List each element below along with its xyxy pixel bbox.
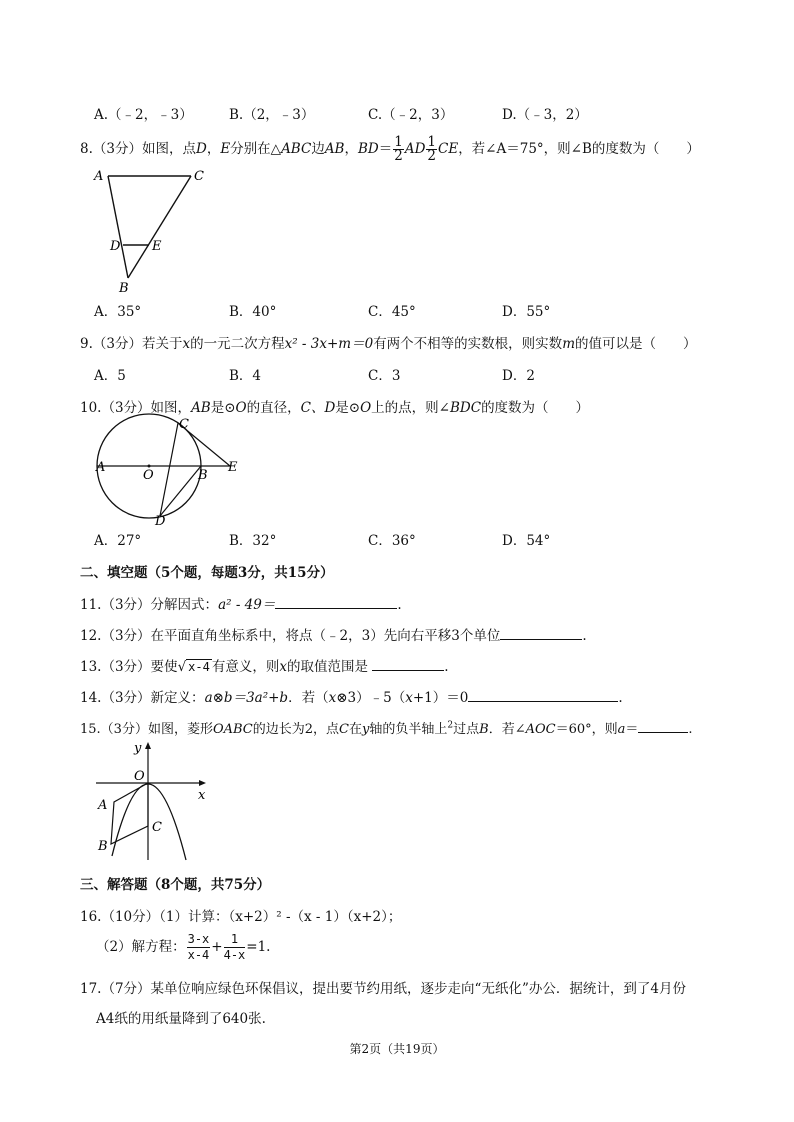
q15-text-a: 15.（3分）如图，菱形 xyxy=(80,722,213,737)
q8-rest: ，若∠A＝75°，则∠B的度数为（ ） xyxy=(458,141,700,157)
q10-circle-figure xyxy=(88,412,258,527)
q10-text-a: 10.（3分）如图， xyxy=(80,400,192,416)
q15-var-oabc: OABC xyxy=(212,722,253,737)
q10-text-d: 是⊙ xyxy=(335,400,361,416)
q15-period: . xyxy=(688,722,693,737)
q10-var-o2: O xyxy=(360,400,372,416)
q9-text-d: 的值可以是（ ） xyxy=(575,336,697,352)
q10-text-c: 的直径， xyxy=(246,400,301,416)
q8-option-b: B．40° xyxy=(229,304,277,320)
page-footer: 第2页（共19页） xyxy=(349,1042,445,1056)
q9-option-a: A．5 xyxy=(94,368,126,384)
q8-stem xyxy=(80,136,700,163)
q15-label-y: y xyxy=(134,741,142,756)
q15-x-arrow xyxy=(199,780,206,786)
q14-period: . xyxy=(618,690,623,706)
q15-superscript: 2 xyxy=(447,720,454,731)
q10-option-d: D．54° xyxy=(502,533,551,549)
q9-var-x: x xyxy=(182,336,191,352)
q14-var-x: x xyxy=(328,690,337,706)
q8-prefix: 8.（3分）如图，点 xyxy=(80,141,196,157)
q7-option-b: B.（2，﹣3） xyxy=(229,107,315,123)
q7-option-a: A.（﹣2，﹣3） xyxy=(94,107,193,123)
q16-part2-label: （2）解方程： xyxy=(96,939,186,955)
section-solve-heading: 三、解答题（8个题，共75分） xyxy=(80,877,271,893)
q14-text-d: +1）＝0 xyxy=(412,690,469,706)
q8-option-c: C．45° xyxy=(368,304,416,320)
q9-option-c: C．3 xyxy=(368,368,401,384)
q11-text: 11.（3分）分解因式： xyxy=(80,597,219,613)
q15-text-b: 的边长为2，点 xyxy=(252,722,340,737)
q9-option-b: B．4 xyxy=(229,368,262,384)
q16-fraction-2: $\frac{1}{4-x}$ xyxy=(223,932,246,962)
q11-answer-blank[interactable] xyxy=(275,596,397,609)
q15-text-d: 轴的负半轴上 xyxy=(369,722,448,737)
q14-text-a: 14.（3分）新定义： xyxy=(80,690,205,706)
q13-var-x: x xyxy=(279,659,287,675)
q13-text-b: 有意义，则 xyxy=(211,659,280,675)
q16-part2 xyxy=(96,932,270,963)
q9-text-a: 9.（3分）若关于 xyxy=(80,336,183,352)
q15-label-b: B xyxy=(98,839,108,854)
q8-mid: 分别在△ xyxy=(230,141,282,157)
q15-y-arrow xyxy=(145,742,151,749)
q10-var-ab: AB xyxy=(191,400,211,416)
q15-rhombus xyxy=(111,783,148,844)
q13-text-a: 13.（3分）要使 xyxy=(80,659,178,675)
q7-option-c: C.（﹣2，3） xyxy=(368,107,454,123)
q8-var-ad: AD xyxy=(404,141,426,157)
q8-side-ab xyxy=(108,176,128,278)
q10-label-a: A xyxy=(96,460,106,475)
q10-option-c: C．36° xyxy=(368,533,416,549)
q14-var-x2: x xyxy=(405,690,413,706)
q8-label-e: E xyxy=(152,239,162,254)
q9-text-c: 有两个不相等的实数根，则实数 xyxy=(373,336,563,352)
q15-var-aoc: AOC xyxy=(525,722,556,737)
q8-label-c: C xyxy=(194,169,204,184)
q7-option-d: D.（﹣3，2） xyxy=(502,107,588,123)
q8-var-d: D xyxy=(195,141,207,157)
q10-label-d: D xyxy=(155,514,166,527)
q13-text-c: 的取值范围是 xyxy=(286,659,368,675)
q15-label-a: A xyxy=(98,798,108,813)
q8-comma: ， xyxy=(206,141,221,157)
q10-var-o: O xyxy=(235,400,247,416)
q10-text-b: 是⊙ xyxy=(210,400,236,416)
q8-comma2: ， xyxy=(344,141,358,157)
q12-answer-blank[interactable] xyxy=(500,627,582,640)
q8-var-ab: AB xyxy=(324,141,345,157)
q12-stem xyxy=(80,624,587,644)
q10-label-e: E xyxy=(228,460,238,475)
q17-line2: A4纸的用纸量降到了640张. xyxy=(96,1011,266,1027)
q8-edge: 边 xyxy=(311,141,325,157)
section-fill-in-heading: 二、填空题（5个题，每题3分，共15分） xyxy=(80,565,334,581)
q10-var-cd: C、D xyxy=(300,400,336,416)
q8-side-bc xyxy=(128,176,191,278)
q13-answer-blank[interactable] xyxy=(372,658,444,671)
q15-parabola xyxy=(112,784,186,860)
q15-stem xyxy=(80,718,693,737)
q16-fraction-1: $\frac{3-x}{x-4}$ xyxy=(187,932,210,962)
q9-var-m: m xyxy=(562,336,575,352)
q8-eq: ＝ xyxy=(378,141,393,157)
q8-var-e: E xyxy=(220,141,231,157)
q15-label-o: O xyxy=(134,769,145,784)
q15-label-x: x xyxy=(198,788,206,803)
q13-period: . xyxy=(444,659,449,675)
q15-text-e: 过点 xyxy=(453,722,480,737)
q11-period: . xyxy=(397,597,402,613)
q11-stem xyxy=(80,593,402,613)
q15-var-b: B xyxy=(479,722,489,737)
q15-label-c: C xyxy=(152,820,162,835)
q9-option-d: D．2 xyxy=(502,368,535,384)
q14-stem xyxy=(80,686,623,706)
q15-var-a: a xyxy=(617,722,626,737)
q8-triangle-figure xyxy=(88,166,208,296)
q12-period: . xyxy=(582,628,587,644)
q8-var-abc: ABC xyxy=(281,141,312,157)
q10-chord-cd xyxy=(160,423,178,516)
q16-part1: 16.（10分）（1）计算：（x+2）² -（x - 1）（x+2）； xyxy=(80,909,402,925)
q15-text-h: ＝ xyxy=(625,722,639,737)
q8-var-ce: CE xyxy=(438,141,459,157)
q8-option-a: A．35° xyxy=(94,304,142,320)
q10-text-e: 上的点，则∠ xyxy=(371,400,450,416)
q9-equation: x² - 3x+m＝0 xyxy=(284,336,374,352)
q10-label-b: B xyxy=(198,468,208,483)
q8-label-a: A xyxy=(94,169,104,184)
q17-line1: 17.（7分）某单位响应绿色环保倡议，提出要节约用纸，逐步走向“无纸化”办公．据统计，到了4月份 xyxy=(80,981,686,997)
q10-label-c: C xyxy=(179,417,189,432)
q9-text-b: 的一元二次方程 xyxy=(190,336,285,352)
q16-plus: + xyxy=(211,939,223,955)
q15-answer-blank[interactable] xyxy=(638,720,688,733)
q8-fraction-2: $\frac{1}{2}$ xyxy=(427,134,436,164)
q10-label-o: O xyxy=(143,468,154,483)
q15-var-y: y xyxy=(362,722,370,737)
q8-label-d: D xyxy=(110,239,121,254)
q14-definition: a⊗b＝3a²+b xyxy=(204,690,289,706)
q16-equals: =1. xyxy=(246,939,271,955)
q14-text-b: ．若（ xyxy=(288,690,329,706)
q15-text-f: ．若∠ xyxy=(488,722,526,737)
q9-stem xyxy=(80,332,697,352)
q14-text-c: ⊗3）﹣5（ xyxy=(336,690,406,706)
q8-fraction-1: $\frac{1}{2}$ xyxy=(394,134,403,164)
q12-text: 12.（3分）在平面直角坐标系中，将点（﹣2，3）先向右平移3个单位 xyxy=(80,628,501,644)
q10-text-f: 的度数为（ ） xyxy=(481,400,590,416)
q15-var-c: C xyxy=(339,722,349,737)
q15-text-c: 在 xyxy=(348,722,362,737)
q14-answer-blank[interactable] xyxy=(468,689,618,702)
q11-expression: a² - 49＝ xyxy=(218,597,276,613)
q10-option-b: B．32° xyxy=(229,533,277,549)
q8-option-d: D．55° xyxy=(502,304,551,320)
q10-option-a: A．27° xyxy=(94,533,142,549)
q15-text-g: ＝60°，则 xyxy=(555,722,618,737)
q8-label-b: B xyxy=(119,281,129,296)
sqrt-symbol: √ xyxy=(177,659,187,675)
q15-parabola-figure xyxy=(90,738,220,864)
q13-radicand: x-4 xyxy=(188,660,210,674)
q8-var-bd: BD xyxy=(357,141,379,157)
q10-var-bdc: BDC xyxy=(449,400,482,416)
q13-stem xyxy=(80,655,449,675)
